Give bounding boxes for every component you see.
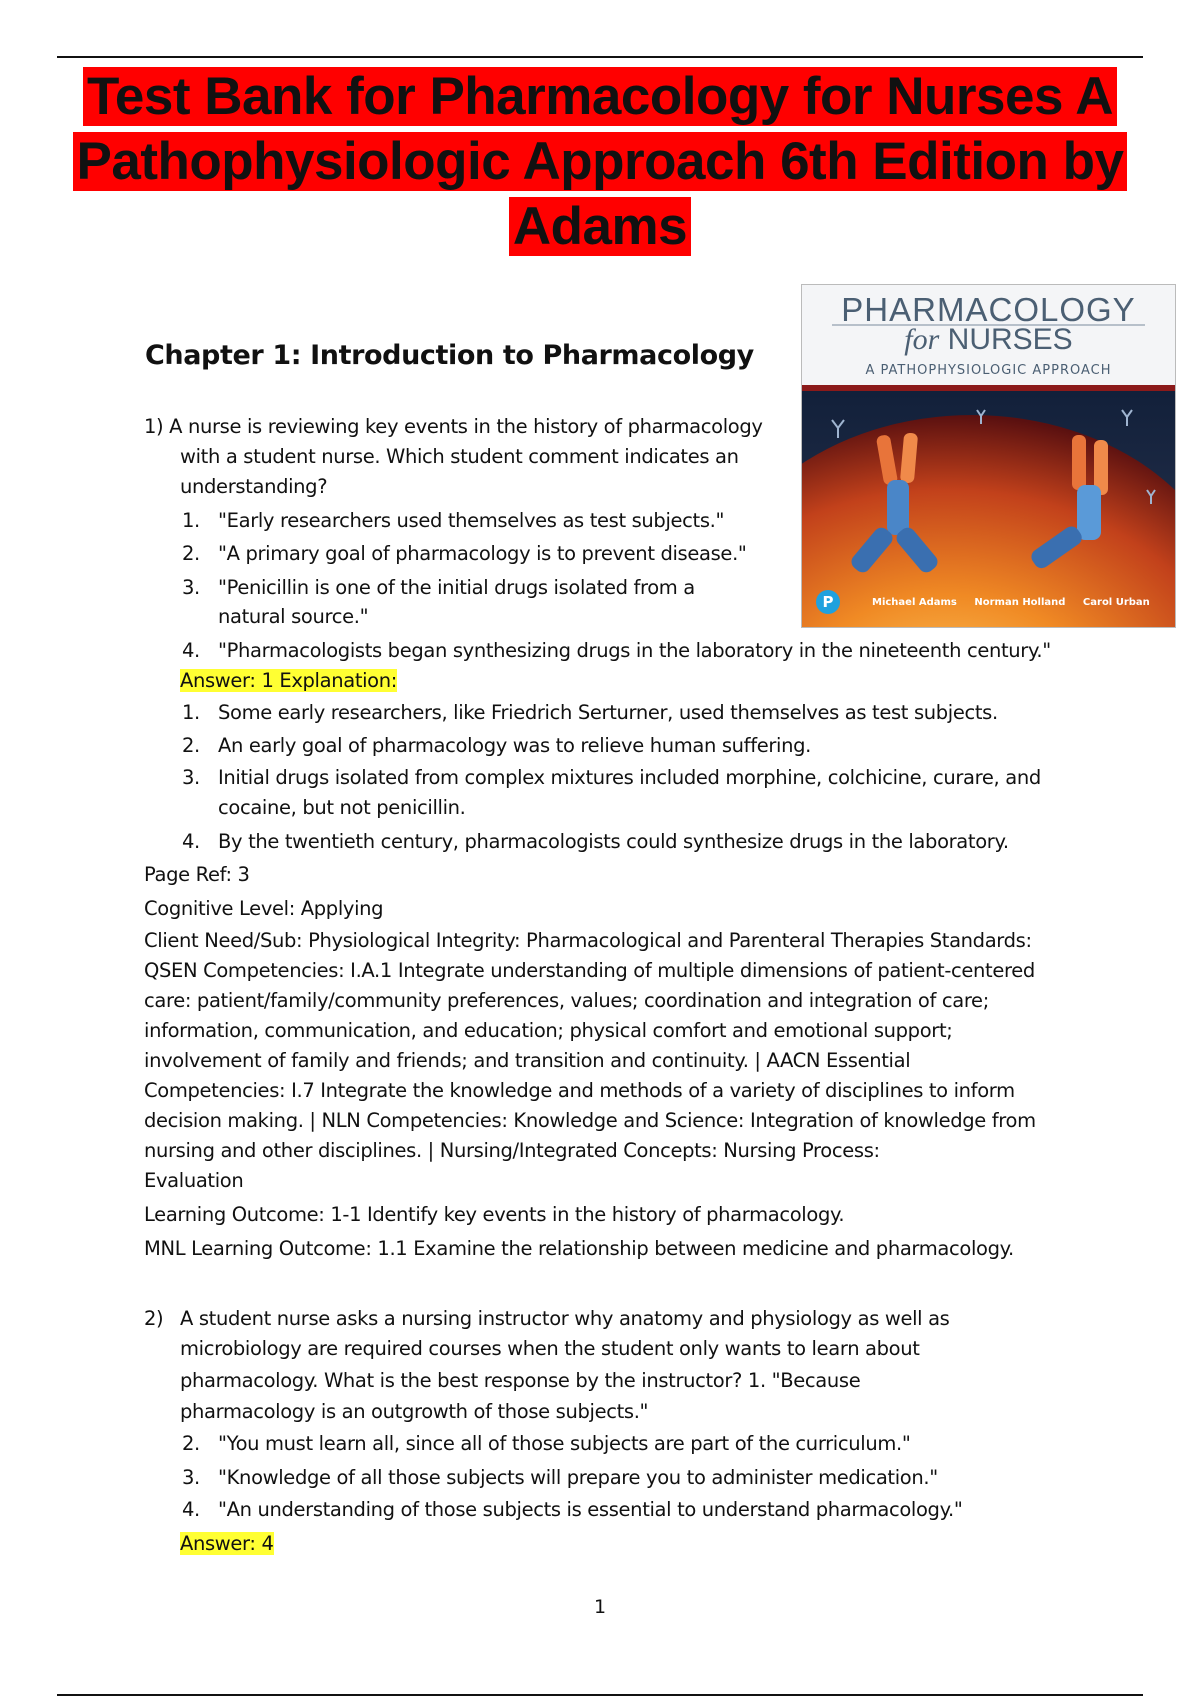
cover-title-for: for [904,323,940,356]
document-title [60,64,1140,259]
q1-explanation-number: 1. [182,701,200,724]
q1-meta-line: information, communication, and education; physical comfort and emotional support; [144,1019,953,1042]
q1-answer-highlight: Answer: 1 Explanation: [180,669,397,692]
q1-option-text: "Pharmacologists began synthesizing drugs in the laboratory in the nineteenth century." [218,639,1051,662]
q2-option-number: 2. [182,1432,200,1455]
q1-explanation-text: An early goal of pharmacology was to relieve human suffering. [218,734,811,757]
top-rule [57,56,1143,58]
q1-stem-line-3: understanding? [180,475,328,498]
q1-explanation-text: By the twentieth century, pharmacologists could synthesize drugs in the laboratory. [218,830,1009,853]
q1-option-number: 2. [182,542,200,565]
book-cover-image [801,284,1176,628]
q1-meta-line: Competencies: I.7 Integrate the knowledge and methods of a variety of disciplines to inform [144,1079,1015,1102]
q2-number: 2) [144,1307,164,1330]
cover-title-2 [802,323,1175,357]
q2-option-number: 4. [182,1498,200,1521]
title-line-1: Test Bank for Pharmacology for Nurses A [83,67,1117,126]
cover-title-nurses: NURSES [947,323,1073,356]
cover-author-3: Carol Urban [1082,597,1150,608]
cover-authors [872,597,1164,608]
q1-option-text: "Early researchers used themselves as test subjects." [218,509,725,532]
q1-explanation-text: Some early researchers, like Friedrich Serturner, used themselves as test subjects. [218,701,998,724]
q1-meta-line: QSEN Competencies: I.A.1 Integrate understanding of multiple dimensions of patient-centered [144,959,1035,982]
q1-option-number: 4. [182,639,200,662]
q1-page-ref: Page Ref: 3 [144,863,250,886]
q2-option-text: "An understanding of those subjects is essential to understand pharmacology." [218,1498,963,1521]
title-line-3: Adams [509,197,691,256]
q2-stem-line-2: microbiology are required courses when the student only wants to learn about [180,1337,920,1360]
q1-meta-line: involvement of family and friends; and transition and continuity. | AACN Essential [144,1049,911,1072]
q1-answer [180,666,397,696]
q1-option-text: natural source." [218,605,369,628]
q1-explanation-text: Initial drugs isolated from complex mixtures included morphine, colchicine, curare, and [218,766,1041,789]
q1-explanation-number: 4. [182,830,200,853]
q2-stem-line-4: pharmacology is an outgrowth of those subjects." [180,1400,649,1423]
q2-option-text: "You must learn all, since all of those subjects are part of the curriculum." [218,1432,911,1455]
q1-meta-line: decision making. | NLN Competencies: Knowledge and Science: Integration of knowledge from [144,1109,1036,1132]
q1-stem-line-1: 1) A nurse is reviewing key events in the history of pharmacology [144,415,763,438]
q2-option-number: 3. [182,1466,200,1489]
q1-client-need: Client Need/Sub: Physiological Integrity: Pharmacological and Parenteral Therapies Standards: [144,929,1032,952]
q1-meta-line: care: patient/family/community preferences, values; coordination and integration of care; [144,989,989,1012]
title-line-2: Pathophysiologic Approach 6th Edition by [73,132,1128,191]
q1-mnl-learning-outcome: MNL Learning Outcome: 1.1 Examine the relationship between medicine and pharmacology. [144,1237,1014,1260]
q1-cognitive-level: Cognitive Level: Applying [144,897,384,920]
q1-meta-line: nursing and other disciplines. | Nursing/Integrated Concepts: Nursing Process: [144,1139,880,1162]
q1-option-text: "A primary goal of pharmacology is to prevent disease." [218,542,747,565]
q2-stem-line-1: A student nurse asks a nursing instructor why anatomy and physiology as well as [180,1307,950,1330]
q1-stem-line-2: with a student nurse. Which student comment indicates an [180,445,739,468]
q2-answer-highlight: Answer: 4 [180,1532,274,1555]
q1-option-number: 3. [182,576,200,599]
chapter-title: Chapter 1: Introduction to Pharmacology [145,340,754,371]
cover-author-1: Michael Adams [872,597,957,608]
q1-explanation-text: cocaine, but not penicillin. [218,796,466,819]
q2-stem-line-3: pharmacology. What is the best response by the instructor? 1. "Because [180,1369,861,1392]
q1-learning-outcome: Learning Outcome: 1-1 Identify key events in the history of pharmacology. [144,1203,845,1226]
q1-option-number: 1. [182,509,200,532]
cover-subtitle: A PATHOPHYSIOLOGIC APPROACH [865,363,1112,378]
bottom-rule [57,1694,1143,1696]
cover-author-2: Norman Holland [974,597,1066,608]
q1-option-text: "Penicillin is one of the initial drugs isolated from a [218,576,695,599]
cover-title-1: PHARMACOLOGY [841,291,1136,328]
q1-explanation-number: 3. [182,766,200,789]
pearson-logo-icon: P [816,590,840,614]
q1-meta-line: Evaluation [144,1169,244,1192]
q2-option-text: "Knowledge of all those subjects will prepare you to administer medication." [218,1466,938,1489]
q2-answer [180,1529,274,1559]
page-number: 1 [593,1596,607,1618]
q1-explanation-number: 2. [182,734,200,757]
